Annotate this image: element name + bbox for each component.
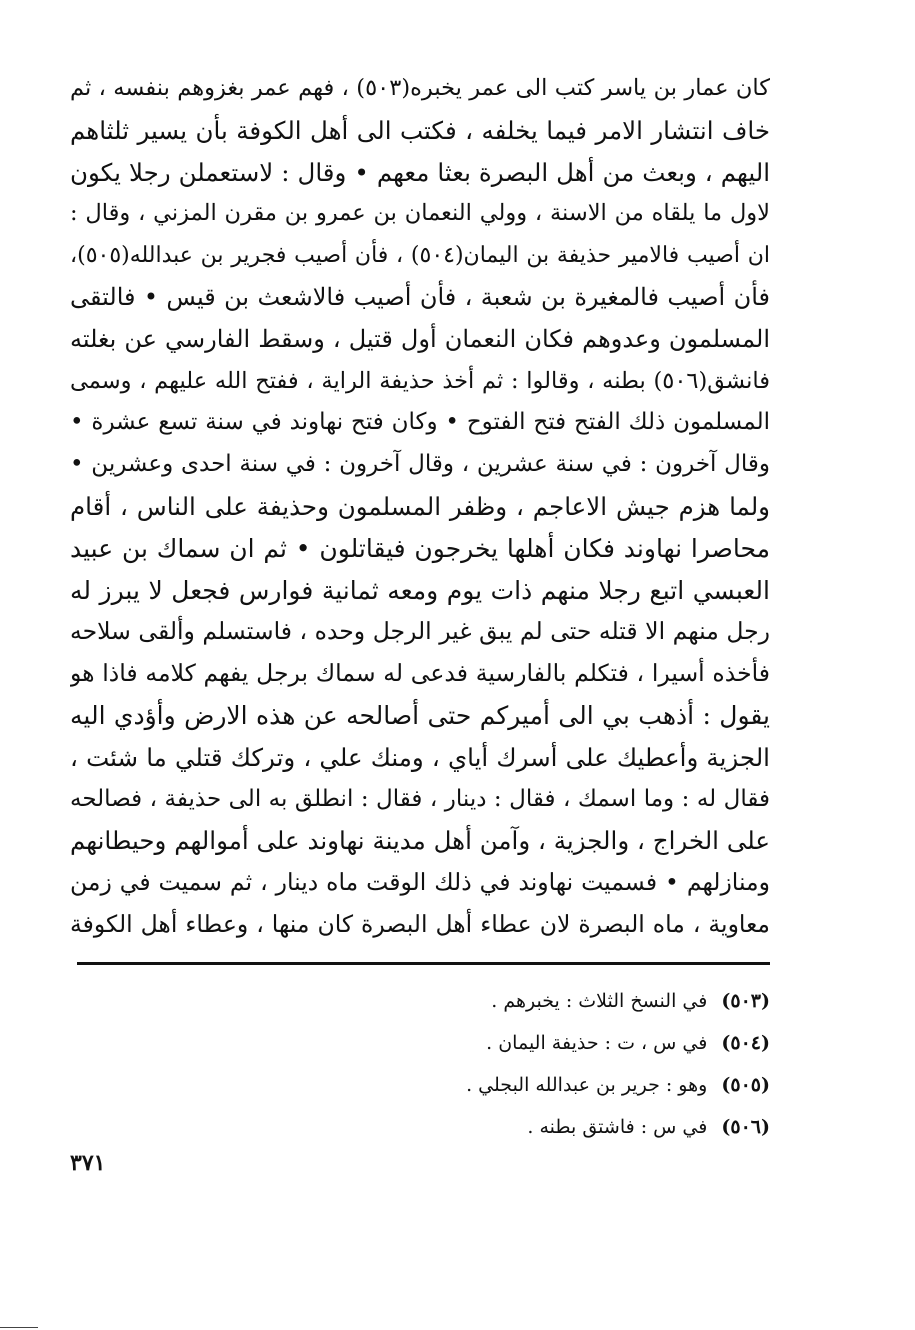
footnote bbox=[70, 980, 770, 1022]
footnote-number: (٥٠٦) bbox=[721, 1116, 770, 1138]
footnote-text: في س : فاشتق بطنه . bbox=[527, 1116, 708, 1138]
text-line: فانشق(٥٠٦) بطنه ، وقالوا : ثم أخذ حذيفة الراية ، ففتح الله عليهم ، وسمى bbox=[70, 367, 770, 394]
text-line: محاصرا نهاوند فكان أهلها يخرجون فيقاتلون • ثم ان سماك بن عبيد bbox=[70, 533, 770, 563]
text-line: يقول : أذهب بي الى أميركم حتى أصالحه عن هذه الارض وأؤدي اليه bbox=[70, 700, 770, 730]
text-line: فقال له : وما اسمك ، فقال : دينار ، فقال : انطلق به الى حذيفة ، فصالحه bbox=[70, 785, 770, 812]
text-line: لاول ما يلقاه من الاسنة ، وولي النعمان بن عمرو بن مقرن المزني ، وقال : bbox=[70, 200, 770, 227]
text-line: فأخذه أسيرا ، فتكلم بالفارسية فدعى له سماك برجل يفهم كلامه فاذا هو bbox=[70, 659, 770, 688]
text-line: معاوية ، ماه البصرة لان عطاء أهل البصرة كان منها ، وعطاء أهل الكوفة bbox=[70, 909, 770, 938]
text-line: رجل منهم الا قتله حتى لم يبق غير الرجل وحده ، فاستسلم وألقى سلاحه bbox=[70, 617, 770, 646]
text-line: الجزية وأعطيك على أسرك أياي ، ومنك علي ، وتركك قتلي ما شئت ، bbox=[70, 742, 770, 772]
footnote-number: (٥٠٥) bbox=[721, 1074, 770, 1096]
text-line: ومنازلهم • فسميت نهاوند في ذلك الوقت ماه دينار ، ثم سميت في زمن bbox=[70, 868, 770, 897]
footnote-text: في س ، ت : حذيفة اليمان . bbox=[486, 1032, 708, 1054]
text-line: ولما هزم جيش الاعاجم ، وظفر المسلمون وحذيفة على الناس ، أقام bbox=[70, 491, 770, 521]
footnote-divider bbox=[77, 962, 770, 965]
page-number: ٣٧١ bbox=[70, 1150, 106, 1176]
footnote bbox=[70, 1064, 770, 1106]
footnote-text: وهو : جرير بن عبدالله البجلي . bbox=[466, 1074, 708, 1096]
text-line: فأن أصيب فالمغيرة بن شعبة ، فأن أصيب فالاشعث بن قيس • فالتقى bbox=[70, 282, 770, 311]
body-text bbox=[70, 68, 770, 946]
scan-edge-mark bbox=[0, 1327, 38, 1328]
footnote-number: (٥٠٣) bbox=[721, 990, 770, 1012]
text-line: المسلمون وعدوهم فكان النعمان أول قتيل ، وسقط الفارسي عن بغلته bbox=[70, 324, 770, 353]
text-line: على الخراج ، والجزية ، وآمن أهل مدينة نهاوند على أموالهم وحيطانهم bbox=[70, 826, 770, 856]
text-line: وقال آخرون : في سنة عشرين ، وقال آخرون : في سنة احدى وعشرين • bbox=[70, 451, 770, 478]
footnotes bbox=[70, 980, 770, 1148]
footnote-text: في النسخ الثلاث : يخبرهم . bbox=[491, 990, 708, 1012]
footnote bbox=[70, 1022, 770, 1064]
text-line: اليهم ، وبعث من أهل البصرة بعثا معهم • وقال : لاستعملن رجلا يكون bbox=[70, 157, 770, 187]
footnote-number: (٥٠٤) bbox=[721, 1032, 770, 1054]
text-line: خاف انتشار الامر فيما يخلفه ، فكتب الى أهل الكوفة بأن يسير ثلثاهم bbox=[70, 115, 770, 145]
text-line: كان عمار بن ياسر كتب الى عمر يخبره(٥٠٣) ، فهم عمر بغزوهم بنفسه ، ثم bbox=[70, 75, 770, 101]
text-line: المسلمون ذلك الفتح فتح الفتوح • وكان فتح نهاوند في سنة تسع عشرة • bbox=[70, 409, 770, 436]
text-line: ان أصيب فالامير حذيفة بن اليمان(٥٠٤) ، فأن أصيب فجرير بن عبدالله(٥٠٥)، bbox=[70, 243, 770, 269]
footnote bbox=[70, 1106, 770, 1148]
text-line: العبسي اتبع رجلا منهم ذات يوم ومعه ثمانية فوارس فجعل لا يبرز له bbox=[70, 575, 770, 605]
